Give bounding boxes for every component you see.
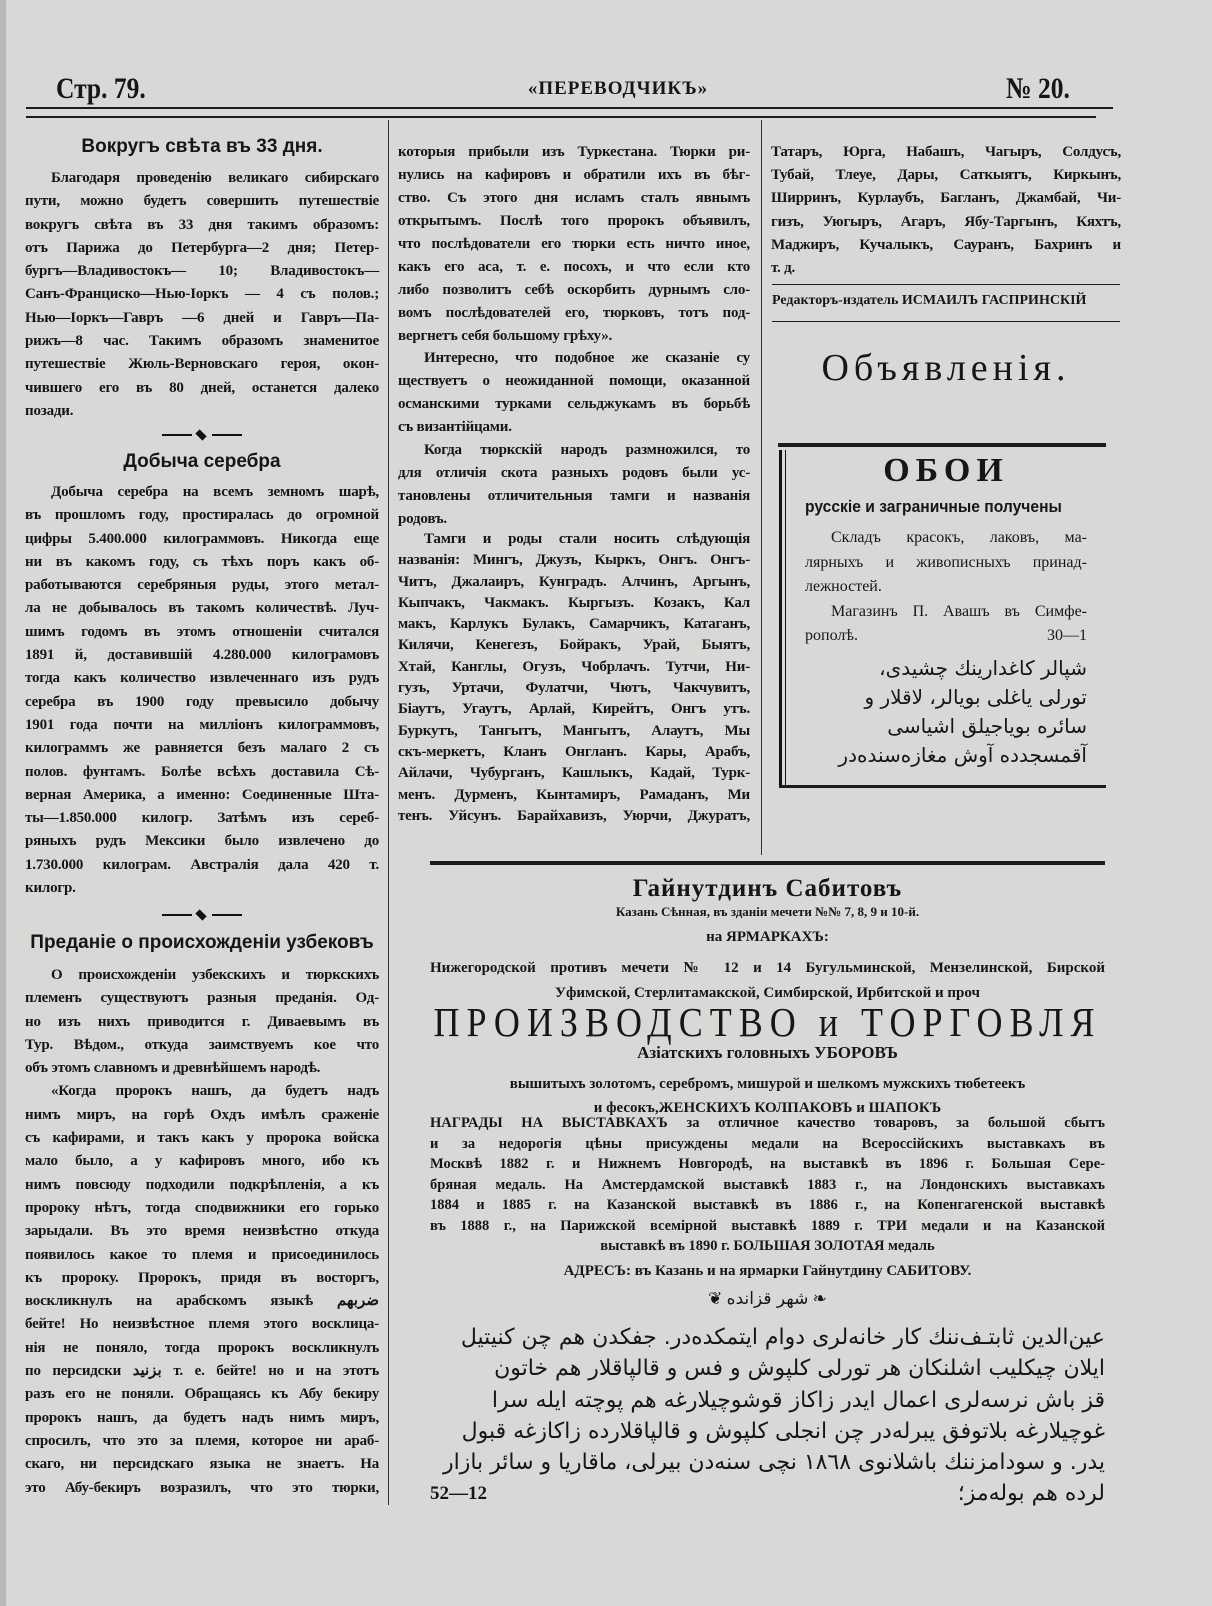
arabic-line: عين‌الدين ثابتـف‌ننك كار خانه‌لرى دوام ايتمكده‌در. جفكدن هم چن كنيتيل <box>460 1325 1105 1350</box>
arabic-line: قز باش نرسه‌لرى اعمال ايدر زاكاز قوشوچيلارغه هم پوچته ايله سرا <box>491 1387 1105 1413</box>
text-line: Тур. Вѣдом., откуда заимствуемъ кое что <box>25 1036 379 1053</box>
ornament-left-icon: ❦ <box>708 1289 727 1308</box>
ad-awards <box>430 1113 1105 1257</box>
text-line: и фесокъ,ЖЕНСКИХЪ КОЛПАКОВЪ и ШАПОКЪ <box>593 1100 942 1116</box>
ad-rule <box>430 861 1105 865</box>
text-line: Добыча серебра на всемъ земномъ шарѣ, <box>51 484 379 500</box>
text-line: НАГРАДЫ НА ВЫСТАВКАХЪ за отличное качество товаровъ, за большой сбытъ <box>430 1115 1105 1131</box>
header-rule-bottom <box>26 116 1096 118</box>
text-line: тенъ. Уйсунъ. Барайхавизъ, Уюрчи, Джуратъ, <box>398 807 750 824</box>
article-title-uzbeks: Преданіе о происхожденіи узбековъ <box>30 932 374 953</box>
text-line: скаго, ни персидскаго языка не знаетъ. На <box>25 1456 379 1473</box>
ad-oboi-arabic <box>805 654 1087 770</box>
ad-box-border <box>779 450 782 787</box>
text-line: «Когда пророкъ нашъ, да будетъ надъ <box>51 1083 379 1100</box>
rule <box>772 321 1120 322</box>
text-line: Интересно, что подобное же сказаніе су <box>424 350 750 366</box>
text-line: Когда тюркскій народъ размножился, то <box>424 442 750 458</box>
text-line: Біаутъ, Угаутъ, Арлай, Кирейтъ, Онгъ утъ. <box>398 701 750 718</box>
text-line: бургъ—Владивостокъ— 10; Владивостокъ— <box>25 263 379 280</box>
text-line: макъ, Карлукъ Булакъ, Самарчикъ, Катаганъ, <box>398 616 750 633</box>
arabic-line: ايلان چيكليب اشلنكان هر تورلى كلپوش و فس و قالپاقلار هم خاتون <box>494 1356 1105 1382</box>
text-line: по персидски بزنيد т. е. бейте! но и на этотъ <box>25 1363 379 1380</box>
text-line: О происхожденіи узбекскихъ и тюркскихъ <box>51 967 379 983</box>
text-line: рополѣ. <box>805 627 859 644</box>
text-line: серебра въ 1900 году превысило добычу <box>25 693 379 710</box>
text-line: племенъ существуютъ разныя преданія. Од- <box>25 990 379 1007</box>
text-line: отъ Парижа до Петербурга—2 дня; Петер- <box>25 239 379 256</box>
text-line: килограммъ же равняется безъ малаго 2 съ <box>25 740 379 757</box>
text-line: килогр. <box>25 880 76 897</box>
article-round-the-world <box>25 167 379 423</box>
text-line: вомъ послѣдователей его, тюрковъ, тотъ под- <box>398 305 750 321</box>
text-line: названія: Мингъ, Джузъ, Кыркъ, Онгъ. Онгъ- <box>398 552 750 569</box>
ad-address: АДРЕСЪ: въ Казань и на ярмарки Гайнутдину САБИТОВУ. <box>563 1263 972 1279</box>
arabic-line: آقمسجدده آوش مغازه‌سنده‌در <box>838 743 1087 767</box>
text-line: Москвѣ 1882 г. и Нижнемъ Новгородѣ, на выставкѣ въ 1896 г. Большая Сере- <box>430 1156 1105 1172</box>
ad-arabic-text <box>430 1322 1105 1510</box>
ad-oboi-text <box>805 526 1087 649</box>
arabic-line: لرده هم بوله‌مز؛ <box>957 1481 1105 1507</box>
text-line: Кыпчакъ, Чакмакъ. Кыргызъ. Козакъ, Кал <box>398 594 750 611</box>
paragraph-clan-names <box>398 529 750 827</box>
text-line: и за недорогія цѣны присуждены медали на Всероссійскихъ выставкахъ въ <box>430 1135 1105 1152</box>
text-line: Татаръ, Юрга, Набашъ, Чагыръ, Солдусъ, <box>771 144 1121 160</box>
text-line: Читъ, Джалаиръ, Кунградъ. Алчинъ, Аргынъ, <box>398 573 750 590</box>
text-line: менъ. Дурменъ, Кынтамиръ, Рамаданъ, Ми <box>398 786 750 803</box>
text-line: гизъ, Уюгыръ, Агаръ, Ябу-Таргынъ, Кяхтъ, <box>771 213 1121 230</box>
text-line: Санъ-Франциско—Нью-Іоркъ — 4 съ полов.; <box>25 286 379 303</box>
text-line: появилось какое то племя и присоединилось <box>25 1246 379 1263</box>
text-line: разъ его не поняли. Обращаясь къ Абу бекиру <box>25 1386 379 1403</box>
text-line: позади. <box>25 402 74 419</box>
text-line: воскликнулъ на арабскомъ языкѣ ضربهم <box>25 1293 379 1310</box>
text-line: нимъ повсюду подходили подкрѣпленія, а къ <box>25 1176 379 1193</box>
text-line: чившего его въ 80 дней, останется далеко <box>25 379 379 396</box>
text-line: Ширринъ, Курлаубъ, Багланъ, Джамбай, Чи- <box>771 190 1121 207</box>
ad-arabic-heading-wrap <box>430 1289 1105 1309</box>
ornament-divider <box>162 910 242 920</box>
text-line: Уфимской, Стерлитамакской, Симбирской, Ирбитской и проч <box>555 985 980 1001</box>
article-title-silver: Добыча серебра <box>123 451 281 472</box>
text-line: Буркутъ, Тангытъ, Мангытъ, Алаутъ, Мы <box>398 722 750 739</box>
text-line: нулись на кафировъ и обратили ихъ въ бѣг- <box>398 167 750 183</box>
text-line: въ 1888 г., на Парижской всемірной выставкѣ 1889 г. ТРИ медали и на Казанской <box>430 1217 1105 1234</box>
ad-headline: ПРОИЗВОДСТВО и ТОРГОВЛЯ <box>433 999 1102 1045</box>
paragraph-tamgas <box>398 439 750 531</box>
text-line: ществуетъ о неожиданной помощи, оказанной <box>398 373 750 389</box>
issue-number: № 20. <box>1006 72 1070 105</box>
clan-names-continued <box>771 141 1121 280</box>
text-line: родовъ. <box>398 511 447 527</box>
ad-fairs-label: на ЯРМАРКАХЪ: <box>706 929 829 945</box>
text-line: Нью—Іоркъ—Гавръ —6 дней и Гавръ—Па- <box>25 309 379 326</box>
text-line: Маджиръ, Кучалыкъ, Сауранъ, Бахринъ и <box>771 236 1121 253</box>
ad-box-border <box>785 450 786 787</box>
text-line: зарыдали. Въ это время неизвѣстно откуда <box>25 1223 379 1240</box>
ornament-right-icon: ❧ <box>808 1289 827 1308</box>
text-line: пророку нѣтъ, тогда сподвижники его горько <box>25 1199 379 1216</box>
text-line: ство. Съ этого дня исламъ сталъ явнымъ <box>398 190 750 206</box>
arabic-line: شپالر کاغدارینك چشیدی، <box>879 656 1087 680</box>
advertisements-heading: Объявленія. <box>821 347 1071 389</box>
text-line: это Абу-бекиръ возразилъ, что это тюрки, <box>25 1479 379 1496</box>
article-uzbeks <box>25 964 379 1500</box>
text-line: 1.730.000 килограм. Австралія дала 420 т. <box>25 856 379 873</box>
text-line: объ этомъ славномъ и древнѣйшемъ народѣ. <box>25 1060 321 1077</box>
text-line: но изъ нихъ приводится г. Диваевымъ въ <box>25 1013 379 1030</box>
text-line: либо позволитъ себѣ оскорбить дурнымъ сло- <box>398 282 750 298</box>
text-line: съ византійцами. <box>398 419 512 435</box>
text-line: пророкъ нашъ, да будетъ надъ нимъ миръ, <box>25 1409 379 1426</box>
text-line: ни въ какомъ году, съ тѣхъ поръ какъ об- <box>25 553 379 570</box>
text-line: какъ его аса, т. е. посохъ, и что если кто <box>398 259 750 275</box>
arabic-line: سائره بویاجیلق اشیاسی <box>887 714 1087 738</box>
ad-code: 30—1 <box>1047 627 1087 644</box>
text-line: цифры 5.400.000 килограммовъ. Никогда еще <box>25 530 379 547</box>
text-line: съ кафирами, и такъ какъ у пророка войска <box>25 1130 379 1147</box>
header-rule-top <box>26 107 1113 109</box>
article-uzbeks-continued <box>398 141 750 348</box>
text-line: пути, можно будетъ совершить путешествіе <box>25 193 379 210</box>
text-line: Складъ красокъ, лаковъ, ма- <box>831 529 1087 546</box>
article-title-round-the-world: Вокругъ свѣта въ 33 дня. <box>81 136 323 157</box>
text-line: рижъ—8 час. Такимъ образомъ знаменитое <box>25 333 379 350</box>
text-line: ряныхъ рудъ Мексики было извлечено до <box>25 833 379 850</box>
text-line: вокругъ свѣта въ 33 дня такимъ образомъ: <box>25 216 379 233</box>
text-line: бряная медаль. На Амстердамской выставкѣ 1883 г., на Лондонскихъ выставкахъ <box>430 1176 1105 1193</box>
text-line: Айлачи, Чубурганъ, Кашлыкъ, Кадай, Турк- <box>398 765 750 782</box>
text-line: къ пророку. Пророкъ, придя въ восторгъ, <box>25 1269 379 1286</box>
text-line: Тамги и роды стали носить слѣдующія <box>424 531 750 547</box>
ad-location: Казань Сѣнная, въ зданіи мечети №№ 7, 8, 9 и 10-й. <box>615 904 920 919</box>
arabic-line: تورلی یاغلی بویالر، لاقلار و <box>864 685 1087 709</box>
text-line: мало было, а у кафировъ много, ибо къ <box>25 1153 379 1170</box>
text-line: Благодаря проведенію великаго сибирскаго <box>51 170 379 186</box>
text-line: открытымъ. Послѣ того пророкъ объявилъ, <box>398 213 750 229</box>
text-line: которыя прибыли изъ Туркестана. Тюрки ри- <box>398 144 750 160</box>
ad-merchant-name: Гайнутдинъ Сабитовъ <box>632 875 903 902</box>
ad-subheadline: Азіатскихъ головныхъ УБОРОВЪ <box>637 1043 898 1062</box>
text-line: работываются серебряныя руды, этого метал- <box>25 577 379 594</box>
arabic-line: يدر. و سودامزننك باشلانوى ١٨٦٨ نچى سنه‌دن بيرلى، ماقاريا و سائر بازار <box>442 1450 1105 1476</box>
text-line: лярныхъ и живописныхъ принад- <box>805 553 1087 571</box>
text-line: т. д. <box>771 260 796 277</box>
text-line: бейте! Но неизвѣстное племя этого восклица- <box>25 1316 379 1333</box>
ad-arabic-heading: شهر قزانده <box>726 1289 809 1309</box>
text-line: тогда какъ количество извлеченнаго изъ рудъ <box>25 670 379 687</box>
text-line: 1901 года почти на милліонъ килограммовъ, <box>25 716 379 733</box>
text-line: полов. фунтамъ. Болѣе всѣхъ доставила Сѣ- <box>25 763 379 780</box>
editor-publisher: Редакторъ-издатель ИСМАИЛЪ ГАСПРИНСКІЙ <box>772 293 1087 308</box>
text-line: гузъ, Уртачи, Фулатчи, Чютъ, Чакчувитъ, <box>398 680 750 697</box>
text-line: 1884 и 1885 г. на Казанской выставкѣ въ 1886 г., на Копенгагенской выставкѣ <box>430 1197 1105 1213</box>
text-line: Хтай, Канглы, Огузъ, Чобрлачъ. Тутчи, Ни- <box>398 658 750 675</box>
ad-oboi-subtitle: русскіе и заграничные получены <box>805 497 1062 516</box>
text-line: въ прошломъ году, простиралась до огромной <box>25 507 379 524</box>
text-line: вышитыхъ золотомъ, серебромъ, мишурой и шелкомъ мужскихъ тюбетеекъ <box>509 1076 1026 1092</box>
rule <box>772 284 1120 285</box>
ad-rule <box>779 785 1106 788</box>
text-line: лежностей. <box>805 578 882 595</box>
text-line: выставкѣ въ 1890 г. БОЛЬШАЯ ЗОЛОТАЯ медаль <box>600 1238 935 1254</box>
text-line: ла не добывалось въ такомъ количествѣ. Луч- <box>25 600 379 617</box>
text-line: тановлены отличительныя тамги и названія <box>398 488 750 504</box>
paragraph-seljuks <box>398 347 750 439</box>
arabic-line: غوچيلارغه بلاتوفق يبرله‌در چن انجلى كلپوش و قالپاقلارده زاكازغه قبول <box>461 1418 1105 1444</box>
page-number: Стр. 79. <box>56 72 146 105</box>
text-line: Магазинъ П. Авашъ въ Симфе- <box>831 602 1087 620</box>
text-line: что послѣдователи его тюрки есть ничто иное, <box>398 236 750 252</box>
ornament-divider <box>162 430 242 440</box>
text-line: скъ-меркетъ, Кланъ Онгланъ. Кары, Арабъ, <box>398 743 750 760</box>
text-line: шимъ годомъ въ этомъ отношеніи считался <box>25 623 379 640</box>
text-line: 1891 й, доставившій 4.280.000 килограмовъ <box>25 647 379 664</box>
text-line: османскими турками сельджукамъ въ борьбѣ <box>398 396 750 412</box>
text-line: для отличія скота разныхъ родовъ были ус- <box>398 465 750 481</box>
text-line: Нижегородской противъ мечети № 12 и 14 Бугульминской, Мензелинской, Бирской <box>430 960 1105 976</box>
column-divider <box>761 120 762 855</box>
article-silver <box>25 481 379 900</box>
text-line: путешествіе Жюль-Верновскаго героя, окон- <box>25 356 379 373</box>
text-line: спросилъ, что это за племя, которое ни араб- <box>25 1432 379 1449</box>
newspaper-title: «ПЕРЕВОДЧИКЪ» <box>527 78 709 99</box>
text-line: вергнетъ себя большому грѣху». <box>398 328 613 344</box>
text-line: верная Америка, а именно: Соединенные Шта- <box>25 786 379 803</box>
text-line: Тубай, Тлеуе, Дары, Саткыятъ, Киркынъ, <box>771 167 1121 184</box>
ad-oboi-title: ОБОИ <box>883 452 1009 489</box>
text-line: ты—1.850.000 килогр. Затѣмъ изъ сереб- <box>25 810 379 827</box>
ad-rule <box>778 443 1106 447</box>
text-line: нимъ миръ, на горѣ Охдъ имѣлъ сраженіе <box>25 1106 379 1123</box>
text-line: нія не поняло, тогда пророкъ воскликнулъ <box>25 1339 379 1356</box>
ad-code: 52—12 <box>430 1483 487 1505</box>
text-line: Килячи, Кенегезъ, Бойракъ, Урай, Быятъ, <box>398 637 750 654</box>
column-divider <box>388 120 389 1505</box>
scan-edge <box>0 0 6 1606</box>
